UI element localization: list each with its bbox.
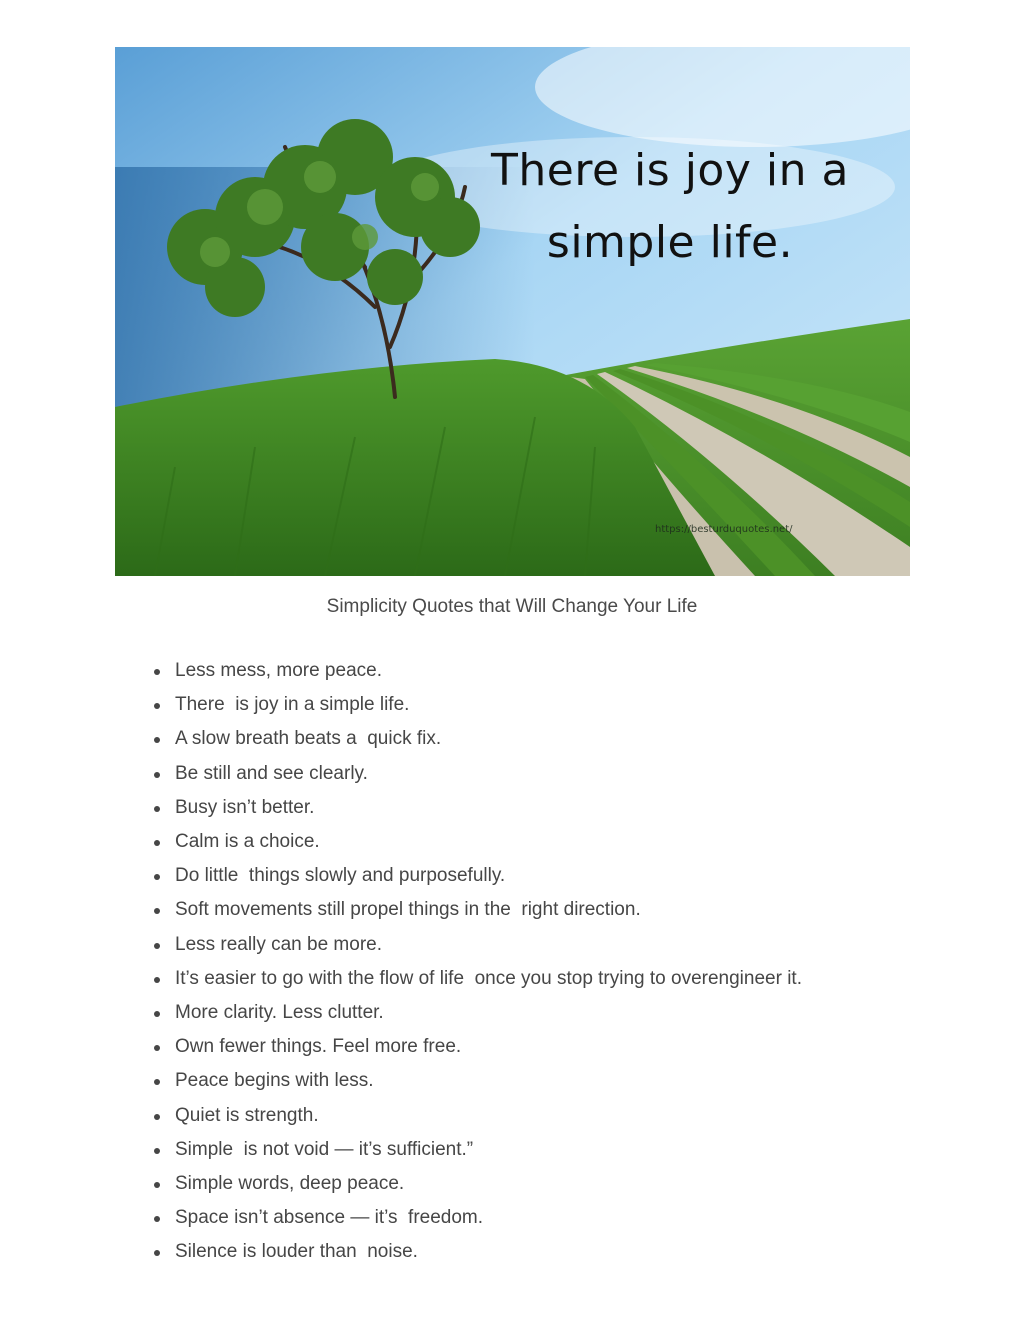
list-item: Simple is not void — it’s sufficient.”: [175, 1133, 802, 1167]
image-watermark: https://besturduquotes.net/: [655, 524, 793, 535]
list-item: There is joy in a simple life.: [175, 688, 802, 722]
list-item: It’s easier to go with the flow of life once you stop trying to overengineer it.: [175, 962, 802, 996]
list-item: Calm is a choice.: [175, 825, 802, 859]
list-item: Less really can be more.: [175, 928, 802, 962]
image-caption: Simplicity Quotes that Will Change Your Life: [326, 596, 698, 617]
list-item: Quiet is strength.: [175, 1099, 802, 1133]
list-item: More clarity. Less clutter.: [175, 996, 802, 1030]
tree-landscape-photo: [115, 47, 910, 576]
list-item: Simple words, deep peace.: [175, 1167, 802, 1201]
list-item: Less mess, more peace.: [175, 654, 802, 688]
hero-image: [115, 47, 910, 576]
list-item: Peace begins with less.: [175, 1064, 802, 1098]
list-item: Own fewer things. Feel more free.: [175, 1030, 802, 1064]
image-quote-text: There is joy in a simple life.: [491, 145, 849, 268]
list-item: Do little things slowly and purposefully.: [175, 859, 802, 893]
quote-list: [175, 654, 802, 1270]
list-item: Soft movements still propel things in the right direction.: [175, 893, 802, 927]
list-item: A slow breath beats a quick fix.: [175, 722, 802, 756]
list-item: Silence is louder than noise.: [175, 1235, 802, 1269]
list-item: Space isn’t absence — it’s freedom.: [175, 1201, 802, 1235]
list-item: Busy isn’t better.: [175, 791, 802, 825]
list-item: Be still and see clearly.: [175, 757, 802, 791]
